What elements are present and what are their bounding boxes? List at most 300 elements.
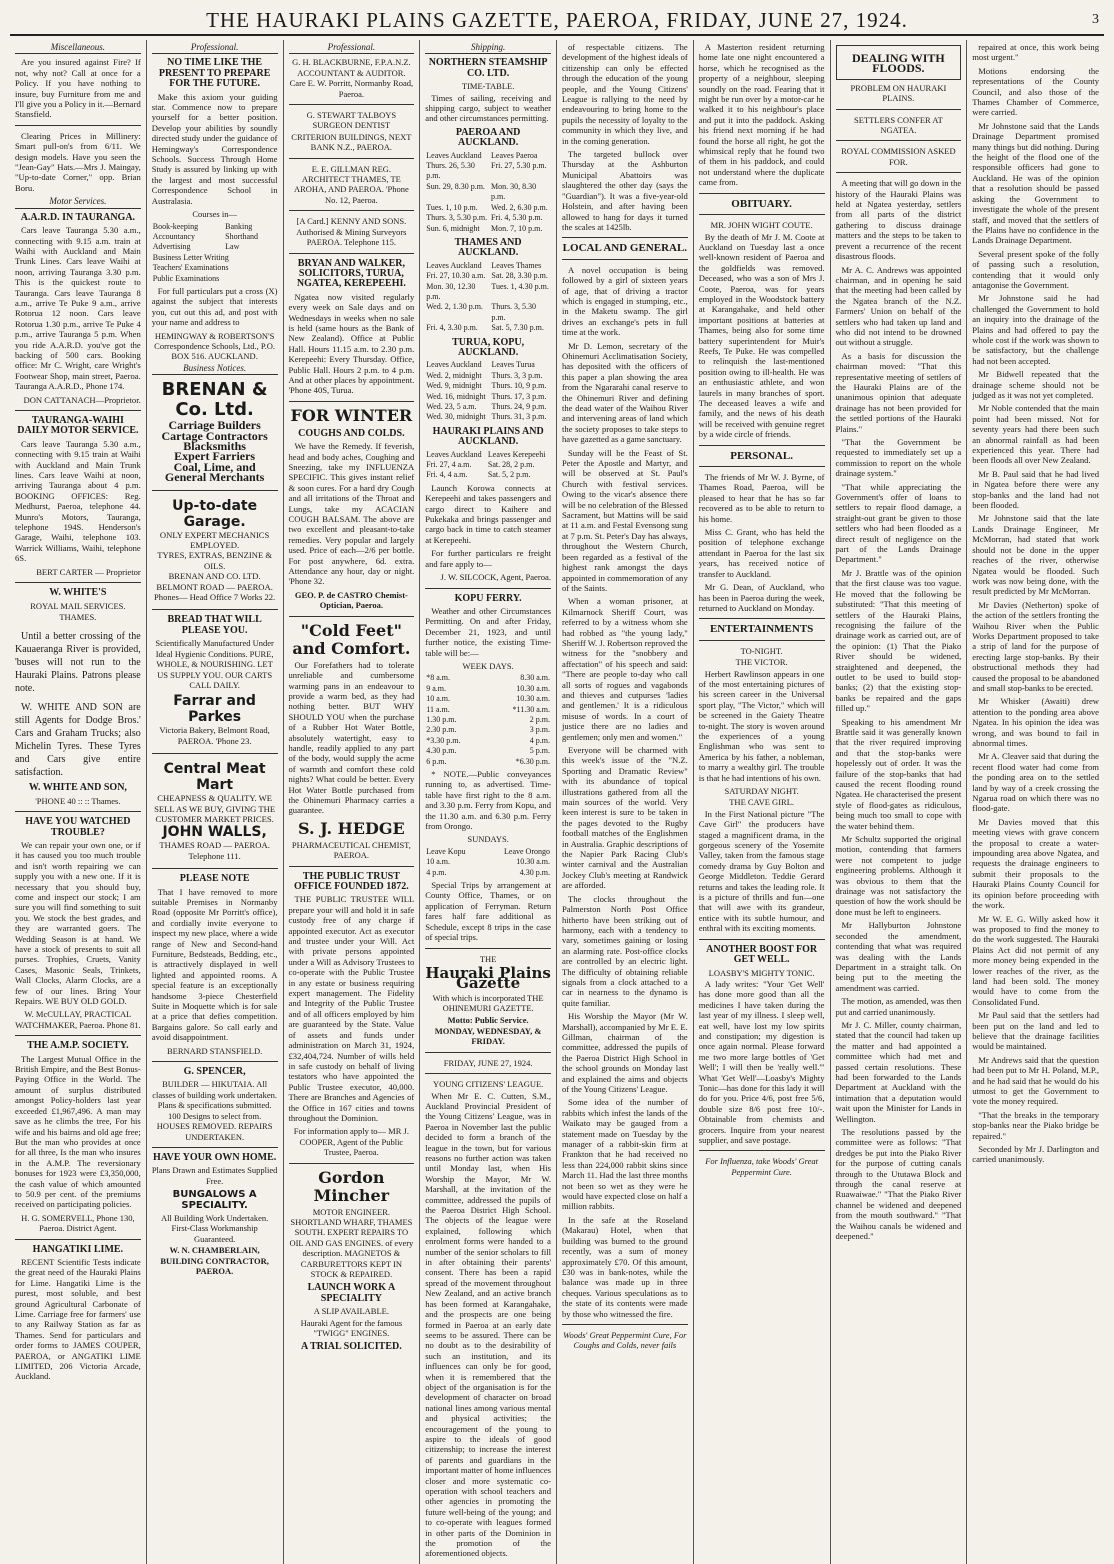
table-row: [425, 302, 551, 323]
divider: [152, 753, 278, 754]
column-8: [967, 40, 1104, 1564]
ad-heading: LAUNCH WORK A SPECIALITY: [307, 1282, 396, 1304]
table-row: [425, 746, 551, 756]
column-6: [694, 40, 831, 1564]
table-header: Leaves Kerepeehi: [487, 449, 546, 459]
article-body: A lady writes: "Your 'Get Well' has done more good than all the medicines I have taken during the last year of my illness. I sleep well, eat well, have lost my low spirits and constipation; my digestion is once again normal. Please forward me two more large bottles of 'Get Well'; I will then be 'really well.'" What 'Get Well'—Loasby's Mighty Tonic—has done for this lady it will do for you. Price 4/6, post free 5/6, double size 8/6 post free 10/-. Obtainable from chemists and grocers. Inquire from your nearest supplier, and save postage.: [698, 978, 825, 1145]
table-header: Leaves Paeroa: [491, 150, 538, 160]
ad-line: General Merchants: [164, 470, 265, 485]
ad-line: Victoria Bakery, Belmont Road, PAEROA. 'Phone 23.: [159, 725, 270, 746]
column-7: [831, 40, 968, 1564]
table-row: [425, 392, 551, 402]
ad-body: Launch Korowa connects at Kerepeehi and takes passengers and cargo direct to Kaihere and Pukekaka and brings passenger and cargo back in time to catch steamer at Kerepeehi.: [425, 482, 551, 545]
courses-label: Courses in—: [192, 209, 237, 220]
ad-body: Our Forefathers had to tolerate unreliable and cumbersome warming pans in an endeavour to provide a warm bed, as they had nothing better. BUT WHY SHOULD YOU when the purchase of a Rubber Hot Water Bottle, absolutely watertight, easy to handle, readily applied to any part of the body, would supply the acme of warmth and comfort these cold nights? What could be better. Every Hot Water Bottle purchased from the Ohinemuri Pharmacy carries a guarantee.: [288, 659, 415, 816]
table-row: [425, 213, 551, 223]
ad-line: CHEAPNESS & QUALITY. WE SELL AS WE BUY, GIVING THE CUSTOMER MARKET PRICES.: [154, 793, 276, 824]
table-row: [425, 673, 551, 683]
ad-line: Expert Farriers: [174, 449, 256, 464]
ad-line: Coal, Lime, and: [173, 459, 256, 474]
article-heading: ENTERTAINMENTS: [709, 623, 814, 636]
article-body: Miss C. Grant, who has held the position of telephone exchange attendant in Paeroa for the last six years, has received notice of transfer to Auckland.: [698, 527, 825, 579]
article-body: Mr G. Dean, of Auckland, who has been in Paeroa during the week, returned to Auckland on Monday.: [698, 582, 825, 613]
table-row: [425, 684, 551, 694]
article-body: A meeting that will go down in the history of the Hauraki Plains was held at Ngatea yesterday, settlers from all parts of the district gathering to discuss drainage matters and the steps to be taken to prevent a recurrence of the recent disastrous floods.: [835, 178, 962, 262]
section-heading: Business Notices.: [152, 363, 278, 375]
newspaper-masthead: [10, 6, 1104, 36]
gazette-motto: Motto: Public Service.: [447, 1014, 529, 1025]
advert-line: For Influenza, take Woods' Great Peppermint Cure.: [705, 1156, 819, 1177]
article-body: Mr Bidwell repeated that the drainage scheme should not be judged as it was not yet completed.: [972, 369, 1099, 400]
article-body: In the safe at the Roseland (Makarau) Hotel, when that building was burned to the ground recently, was a sum of money approximately £70. Of this amount, £30 was in bank-notes, while the balance was made up in three cheques. Various speculations as to the state of its contents were made by those who witnessed the fire.: [562, 1214, 688, 1319]
table-cell: *3.30 p.m.: [426, 735, 461, 745]
ad-line: ONLY EXPERT MECHANICS EMPLOYED.: [159, 529, 270, 551]
ad-brand: Up-to-date Garage.: [172, 497, 258, 530]
divider: [562, 259, 688, 260]
table-cell: Leave Orongo: [504, 846, 550, 856]
table-cell: 2.30 p.m.: [426, 725, 457, 735]
table-cell: Fri. 4, 3.30 p.m.: [426, 323, 478, 333]
table-cell: Fri. 27, 4 a.m.: [426, 460, 472, 470]
article-body: Speaking to his amendment Mr Brattle said it was generally known that the river required improving and that the stop-banks were hopelessly out of order. It was the failure of the stop-banks that had caused the recent flooding round Ngatea. He characterised the present style of flood-gates as ridiculous, being much too small to cope with the water behind them.: [835, 716, 962, 831]
article-body: The targeted bullock over Thursday at the Ashburton Municipal Abattoirs was slaughtered the other day (says the "Guardian"). It was a five-year-old Holstein, and after having been allowed to hang for days it turned the scales at 1425lb.: [562, 149, 688, 232]
ad-body: Cars leave Tauranga 5.30 a.m., connecting with 9.15 a.m. train at Waihi with Auckland and Main Trunk Lines. Cars leave Waihi at noon, arriving Tauranga 3.30 p.m. This is the quickest route to Tauranga. Cars leave Tauranga 8 a.m., arrive Te Puke 9 a.m., arrive Rotorua 12 noon. Cars leave Rotorua 1.30 p.m., arrive Te Puke 4 p.m., arrive Tauranga 5 p.m. When you ride A.A.R.D. you've got the backing of 500 cars. Booking office: Mr C. Wright, care Wright's Footwear Shop, main street, Paeroa. Tauranga A.A.R.D., Phone 174.: [15, 225, 141, 392]
table-cell: Mon. 30, 12.30 p.m.: [426, 281, 476, 301]
ad-subheading: COUGHS AND COLDS.: [298, 427, 405, 439]
page-number: 3: [1092, 12, 1100, 27]
article-subheading: SATURDAY NIGHT.: [724, 786, 799, 796]
table-row: [425, 705, 551, 715]
ad-heading: G. SPENCER,: [183, 1066, 246, 1078]
table-cell: *8 a.m.: [426, 673, 451, 683]
article-heading: ANOTHER BOOST FOR GET WELL.: [706, 943, 818, 966]
table-cell: 2 p.m.: [529, 714, 550, 724]
article-body: Mr A. Cleaver said that during the recent flood water had come from the ponding area on to the settled land by way of a creek crossing the Ngarua road on which there was no flood-gate.: [972, 751, 1099, 814]
divider: [289, 1163, 415, 1164]
ad-signature: BERNARD STANSFIELD.: [167, 1045, 263, 1056]
ad-heading: W. WHITE AND SON,: [28, 782, 127, 794]
table-cell: 10.30 a.m.: [516, 683, 550, 693]
ad-subheading: SUNDAYS.: [467, 834, 509, 845]
article-body: The motion, as amended, was then put and carried unanimously.: [835, 996, 962, 1017]
article-body: Some idea of the number of rabbits which infest the lands of the Waikato may be gauged from a statement made on Tuesday by the manager of a rabbit-skin firm at Frankton that he had received no less than 224,000 rabbit skins since March 11. Had the last three months not been so wet as they were he would have expected close on half a million rabbits.: [562, 1097, 688, 1212]
article-body: Mr Davies moved that this meeting views with grave concern the proposal to create a water-impounding area above Ngatea, and requests the drainage engineers to submit their proposals to the Hauraki Plains County Council for its opinion before proceeding with the work.: [972, 816, 1099, 911]
article-body: "That while appreciating the Government's offer of loans to settlers to repair flood damage, a straight-out grant be given to those settlers who had been flooded as a direct result of negligence on the part of the Lands Drainage Department.": [835, 481, 962, 565]
table-cell: Sat. 5, 7.30 p.m.: [491, 323, 544, 333]
divider: [425, 1052, 551, 1053]
table-cell: Leave Kopu: [426, 846, 466, 856]
ad-body: For full particulars put a cross (X) against the subject that interests you, cut out this ad, and post with your name and address to: [151, 285, 278, 328]
divider: [562, 1324, 688, 1325]
article-body: The friends of Mr W. J. Byrne, of Thames Road, Paeroa, will be pleased to hear that he has so far recovered as to be able to return to his home.: [698, 472, 825, 524]
article-subheading: MR. JOHN WIGHT COUTE.: [710, 220, 813, 231]
ad-subheading: WEEK DAYS.: [462, 660, 514, 671]
divider: [152, 868, 278, 869]
ad-body: Until a better crossing of the Kauaeranga River is provided, 'buses will not run to the Hauraki Plains. Patrons please note.: [15, 631, 141, 695]
table-cell: *11.30 a.m.: [512, 704, 550, 714]
ad-body: Make this axiom your guiding star. Commence now to prepare yourself for a better position. Develop your abilities by soundly directed study under the guidance of Hemingway's Correspondence Schools. Success Through Home Study is assured by linking up with the largest and most successful Correspondence School in Australasia.: [151, 91, 278, 206]
ad-body: MOTOR ENGINEER. SHORTLAND WHARF, THAMES SOUTH. EXPERT REPAIRS TO OIL AND GAS ENGINES. of every description. MAGNETOS & CARBURETTORS KEPT IN STOCK & REPAIRED.: [289, 1206, 414, 1279]
ad-body: Scientifically Manufactured Under Ideal Hygienic Conditions. PURE, WHOLE, & NOURISHING. LET US SUPPLY YOU. OUR CARTS CALL DAILY.: [155, 638, 274, 690]
course-item: Law: [225, 242, 240, 252]
ad-body: THE PUBLIC TRUSTEE WILL prepare your will and hold it in safe custody free of any charge if appointed executor. Act as executor and trustee under your Will. Act with private persons appointed under a Will as Advisory Trustees to co-operate with the Public Trustee in any estate or business requiring expert management. The Fidelity and Integrity of the Public Trustee and of all officers employed by him are guaranteed by the State. Value of assets and funds under administration on March 31, 1924, £32,404,724. Number of wills held in safe custody on behalf of living testators who have appointed the Public Trustee executor, 40,000. There are Branches and Agencies of the Office in 167 cities and towns throughout the Dominion.: [288, 894, 415, 1123]
table-cell: 4 p.m.: [426, 867, 447, 877]
gazette-the: THE: [479, 953, 497, 964]
article-body: Seconded by Mr J. Darlington and carried unanimously.: [972, 1144, 1099, 1165]
article-body: The resolutions passed by the committee were as follows: "That dredges be put into the Piako River for the purpose of cutting canals through to the Ututawa Block and through the canal reserve at Ruawaiwae." "That the Piako River channel be widened and deepened from the mouth southward." "That the Waihou canals be widened and deepened.": [835, 1127, 962, 1242]
article-body: Mr Johnstone said that the Lands Drainage Department promised many things but did nothing. During the height of the flood one of the responsible officers had gone to Auckland. He was of the opinion that a resolution should be passed asking the Government to investigate the whole of the present staff, and moved that the settlers of the Plains have no confidence in the Lands Drainage Department.: [972, 120, 1099, 246]
table-cell: Thurs. 3, 3 p.m.: [491, 370, 543, 380]
ad-line: THAMES ROAD — PAEROA. Telephone 111.: [159, 840, 270, 861]
ad-body: Times of sailing, receiving and shipping cargo, subject to weather and other circumstances permitting.: [425, 92, 551, 124]
timetable: [425, 261, 551, 334]
table-row: [425, 282, 551, 303]
ad-heading: PLEASE NOTE: [179, 873, 250, 885]
divider: [699, 939, 825, 940]
section-heading: Professional.: [152, 42, 278, 54]
article-body: As a basis for discussion the chairman moved: "That this representative meeting of settlers of the Hauraki Plains are of the unanimous opinion that adequate drainage has not been provided for the settled portions of the Hauraki Plains.": [835, 350, 962, 434]
table-cell: 4.30 p.m.: [519, 867, 550, 877]
table-row: [425, 868, 551, 878]
table-cell: 3 p.m.: [529, 725, 550, 735]
ad-line: TYRES, EXTRAS, BENZINE & OILS.: [157, 550, 273, 571]
timetable-heading: THAMES AND AUCKLAND.: [454, 236, 522, 259]
ad-heading: Gordon Mincher: [313, 1167, 390, 1205]
table-cell: 6 p.m.: [426, 756, 447, 766]
divider: [289, 866, 415, 867]
insurance-notice: Are you insured against Fire? If not, why not? Call at once for a Policy. If you have nothing to insure, buy Furniture from me and I'll give you a Policy in it.—Bernard Stansfield.: [15, 57, 141, 120]
gazette-subtitle: With which is incorporated THE OHINEMURI GAZETTE.: [432, 992, 544, 1014]
table-cell: 5 p.m.: [529, 746, 550, 756]
divider: [289, 401, 415, 402]
divider: [289, 158, 415, 159]
ad-line: Cartage Contractors: [161, 428, 268, 443]
farrar-ad: [152, 691, 278, 748]
ad-heading: HAVE YOUR OWN HOME.: [152, 1151, 277, 1163]
article-body: Mr A. C. Andrews was appointed chairman, and in opening he said that the meeting had been called by the Ngatea branch of the N.Z. Farmers' Union on behalf of the settlers who had taken up land and who did not intend to be drowned out without a struggle.: [835, 264, 962, 348]
table-header: Leaves Auckland: [426, 150, 482, 160]
ad-signature: DON CATTANACH—Proprietor.: [23, 394, 141, 405]
table-cell: Thurs. 24, 9 p.m.: [491, 402, 547, 411]
advert-line: Woods' Great Peppermint Cure, For Coughs and Colds, never fails: [563, 1329, 687, 1351]
table-cell: Wed. 16, midnight: [426, 391, 486, 401]
ad-body: W. WHITE AND SON are still Agents for Dodge Bros.' Cars and Graham Trucks; also Michelin Tyres. These Tyres and Cars give entire satisfaction.: [15, 702, 141, 779]
course-item: Business Letter Writing: [152, 252, 229, 262]
table-cell: 4.30 p.m.: [426, 746, 457, 756]
table-cell: 9 a.m.: [426, 683, 447, 693]
article-heading: YOUNG CITIZENS' LEAGUE.: [432, 1079, 544, 1090]
divider: [699, 214, 825, 215]
ad-brand: JOHN WALLS,: [162, 824, 267, 841]
table-cell: Tues. 1, 10 p.m.: [426, 202, 478, 212]
course-item: Teachers' Examinations: [152, 263, 229, 273]
timetable: [425, 450, 551, 481]
gazette-date: FRIDAY, JUNE 27, 1924.: [443, 1057, 533, 1068]
column-1: [10, 40, 147, 1564]
article-body: repaired at once, this work being most urgent.": [972, 42, 1099, 63]
ad-heading: A.A.R.D. IN TAURANGA.: [20, 211, 136, 223]
article-body: Mr B. Paul said that he had lived in Ngatea before there were any stop-banks and the land had not been flooded.: [972, 468, 1099, 511]
table-cell: 11 a.m.: [426, 704, 450, 714]
ad-line: Blacksmiths: [183, 439, 246, 453]
divider: [289, 253, 415, 254]
ad-heading: TAURANGA-WAIHI DAILY MOTOR SERVICE.: [17, 415, 139, 437]
table-row: [425, 470, 551, 480]
article-body: Mr Paul said that the settlers had been put on the land and led to believe that the drainage facilities would be maintained.: [972, 1010, 1099, 1052]
divider: [15, 1239, 141, 1240]
column-4: [420, 40, 557, 1564]
table-cell: Tues. 1, 4.30 p.m.: [491, 281, 549, 291]
table-header: Leaves Auckland: [426, 260, 482, 270]
article-body: Motions endorsing the representations of the County Council, and also those of the Thames Chamber of Commerce, were carried.: [972, 65, 1099, 118]
divider: [15, 125, 141, 126]
article-body: Mr Johnstone said that the late Lands Drainage Engineer, Mr McMorran, had stated that work should not be done in the upper reaches of the river, otherwise Ngatea would be flooded. Such work was now being done, with the result predicted by Mr McMorran.: [972, 513, 1099, 597]
table-row: [425, 694, 551, 704]
ad-body: We have the Remedy. If feverish, head and body aches, Coughing and Sneezing, take my INFLUENZA SPECIFIC. This gives instant relief & soon cures. For a hard dry Cough and all irritations of the Throat and Lungs, take my ACACIAN COUGH BALSAM. The above are two excellent and pleasant-to-take remedies. Very popular and largely used. Price of each—2/6 per bottle. For post anywhere, 6d. extra. Attendance any hour, day or night. 'Phone 32.: [288, 441, 415, 587]
table-row: [425, 161, 551, 182]
professional-card: G. H. BLACKBURNE, F.P.A.N.Z. ACCOUNTANT & AUDITOR. Care E. W. Porritt, Normanby Road, Paeroa.: [289, 57, 414, 99]
ad-body: All Building Work Undertaken. First-Class Workmanship Guaranteed.: [160, 1212, 269, 1244]
table-row: [425, 381, 551, 391]
ad-subheading: A SLIP AVAILABLE.: [313, 1306, 389, 1317]
article-body: Mr Johnstone said he had challenged the Government to hold an inquiry into the drainage of the Plains and had offered to pay the whole cost if the work was shown to be satisfactory, but the challenge had not been accepted.: [972, 293, 1099, 366]
table-cell: Fri. 4, 4 a.m.: [426, 470, 468, 480]
professional-card: CRITERION BUILDINGS, NEXT BANK N.Z., PAEROA.: [291, 131, 412, 153]
ad-subheading: PHARMACEUTICAL CHEMIST, PAEROA.: [291, 839, 411, 861]
courses-table: [152, 222, 278, 284]
article-body: Mr Schultz supported the original motion, contending that farmers were not competent to judge engineering problems. Although it was obvious to them that the drainage was not satisfactory the question of how the work should be done must be left to engineers.: [835, 834, 962, 917]
article-heading: PERSONAL.: [730, 449, 793, 462]
article-heading: OBITUARY.: [731, 197, 792, 210]
table-row: [425, 757, 551, 767]
ad-heading: "Cold Feet" and Comfort.: [292, 620, 411, 658]
table-cell: Sun. 29, 8.30 p.m.: [426, 181, 485, 191]
table-header: Leaves Thames: [491, 260, 542, 270]
gazette-nameplate: Hauraki Plains Gazette: [425, 963, 551, 993]
divider: [699, 445, 825, 446]
divider: [425, 948, 551, 949]
article-body: Mr W. E. G. Willy asked how it was proposed to find the money to do the work suggested. The Hauraki Plains Act did not permit of any more money being expended in the lower reaches of the river, as the land had been sold. The money would have to come from the Consolidated Fund.: [972, 913, 1099, 1007]
table-row: [425, 715, 551, 725]
course-item: Shorthand: [225, 231, 259, 241]
table-header: Leaves Turua: [491, 360, 535, 370]
article-body: Mr J. Brattle was of the opinion that the first clause was too vague. He moved that the following be substituted: "That this meeting of settlers of the Hauraki Plains, recognising the failure of the drainage work as carried out, are of the opinion: (1) That the Piako River should be widened, straightened and deepened, the outlet to be used to build stop-banks; (2) that the existing stop-banks be repaired and the gaps filled up.": [835, 567, 962, 714]
newspaper-columns: [10, 40, 1104, 1559]
ad-subheading: THAMES.: [59, 611, 97, 622]
article-subheading: THE CAVE GIRL.: [729, 797, 795, 808]
article-subheading: ROYAL COMMISSION ASKED FOR.: [841, 146, 956, 167]
course-item: Accountancy: [152, 231, 195, 241]
ad-heading: NO TIME LIKE THE PRESENT TO PREPARE FOR THE FUTURE.: [158, 57, 271, 90]
ad-body: Plans Drawn and Estimates Supplied Free.: [151, 1165, 278, 1186]
table-cell: Sun. 6, midnight: [426, 223, 480, 233]
ad-heading: W. WHITE'S: [49, 587, 107, 599]
article-body: Several present spoke of the folly of passing such a resolution, contending that it would only antagonise the Government.: [972, 248, 1099, 290]
table-cell: 1.30 p.m.: [426, 714, 457, 724]
table-row: [425, 736, 551, 746]
divider: [15, 582, 141, 583]
ad-heading: THE PUBLIC TRUST OFFICE FOUNDED 1872.: [294, 870, 409, 892]
table-cell: Sat. 28, 3.30 p.m.: [491, 271, 548, 281]
ad-heading: KOPU FERRY.: [454, 592, 522, 604]
divider: [289, 616, 415, 617]
table-row: [425, 725, 551, 735]
professional-card: G. STEWART TALBOYS SURGEON DENTIST: [306, 110, 397, 131]
table-cell: Fri. 27, 10.30 a.m.: [426, 271, 486, 281]
ad-heading: HAVE YOU WATCHED TROUBLE?: [25, 816, 131, 838]
ad-body: RECENT Scientific Tests indicate the great need of the Hauraki Plains for Lime. Hangatiki Lime is the purest, most soluble, and best ground Agricultural Carbonate of Lime. Carriage free for farmers' use to any Railway Station as far as Thames. Send for particulars and order forms to JAMES COUPER, PAEROA, or ANGATIKI LIME LIMITED, 206 Victoria Arcade, Auckland.: [15, 1256, 141, 1382]
table-cell: Wed. 2, 6.30 p.m.: [491, 202, 548, 212]
table-cell: Thurs. 3, 5.30 p.m.: [426, 213, 488, 223]
column-3: [284, 40, 421, 1564]
article-subheading: LOASBY'S MIGHTY TONIC.: [708, 967, 815, 978]
divider: [699, 1150, 825, 1151]
timetable-heading: HAURAKI PLAINS AND AUCKLAND.: [432, 425, 544, 448]
table-cell: Wed. 30, midnight: [426, 412, 486, 422]
timetable: [425, 151, 551, 234]
section-heading: Miscellaneous.: [15, 42, 141, 54]
table-cell: Wed. 23, 5 a.m.: [426, 402, 477, 411]
divider: [289, 104, 415, 105]
ad-heading: BREAD THAT WILL PLEASE YOU.: [167, 614, 262, 636]
masthead-title: THE HAURAKI PLAINS GAZETTE, PAEROA, FRIDAY, JUNE 27, 1924.: [206, 8, 908, 32]
article-body: Herbert Rawlinson appears in one of the most entertaining pictures of his screen career in the Universal sport play, "The Victor," which will be screened in the Gaiety Theatre to-night. The story is woven around the experiences of a young Englishman who was sent to America by his father, a nobleman, to marry a wealthy girl. The trouble is that he had intentions of his own.: [698, 668, 825, 783]
table-cell: Thurs. 17, 3 p.m.: [491, 391, 547, 401]
divider: [289, 210, 415, 211]
ad-line: BRENAN AND CO. LTD. BELMONT ROAD — PAEROA. Phones— Head Office 7 Works 22.: [154, 571, 276, 603]
table-cell: Thurs. 26, 5.30 p.m.: [426, 161, 475, 181]
article-heading: LOCAL AND GENERAL.: [562, 242, 688, 255]
article-body: When a woman prisoner, at Kilmarnock Sheriff Court, was referred to by a witness whom she had robbed as "the young lady," Sheriff W. J. Robertson reproved the witness for the "snobbery and affectation" of his speech and said: "There are people to-day who call all sorts of rogues and vagabonds and thieves and cutpurses 'ladies and gentlemen.' It is a ridiculous misuse of words. In a court of justice there are no ladies and gentlemen; only men and women.": [562, 596, 688, 742]
section-heading: Professional.: [289, 42, 415, 54]
ad-body: The Largest Mutual Office in the British Empire, and the Best Bonus-Paying Office in the World. The amount of surplus distributed amongst Policy-holders last year exceeded £1,967,496. A man may save as he climbs the tree, For his wife and his bairns and old age free; But the man who provides at once for all three, Is the man who insures in the A.M.P. The reversionary bonuses for 1923 were £3,350,000, the cash value of which amounted to 50.9 per cent. of the premiums received on participating policies.: [15, 1053, 141, 1210]
millinery-notice: Clearing Prices in Millinery: Smart pull-on's from 6/11. We design models. Have you seen the "Jean-Gay" Hats.—Mrs J. Maingay, "Up-to-date Corner," opp. Brian Boru.: [15, 130, 141, 193]
article-body: Everyone will be charmed with this week's issue of the "N.Z. Sporting and Dramatic Review" with its abundance of topical illustrations gathered from all the main sources of the world. Very keen interest is sure to be taken in the pages devoted to the Rugby football matches of the Englishmen in Australia. Graphic descriptions of the Napier Park Racing Club's winter carnival and the Australian Jockey Club's meeting at Randwick are afforded.: [562, 745, 688, 891]
divider: [699, 618, 825, 619]
table-cell: Fri. 4, 5.30 p.m.: [491, 213, 543, 223]
article-subheading: PROBLEM ON HAURAKI PLAINS.: [850, 82, 947, 104]
article-body: A Masterton resident returning home late one night encountered a horse, which he recognised as the property of a neighbour, sleeping soundly on the road. Fearing that it might be run over by a motor-car he walked it to his neighbour's place and put it into the paddock. Asking his friend next morning if he had found the horse all right, he got the whimsical reply that he found two of them in his paddock, and could not understand where the duplicate came from.: [698, 42, 825, 188]
ad-brand: Central Meat Mart: [163, 761, 266, 794]
article-subheading: TO-NIGHT.: [740, 645, 783, 656]
table-row: [425, 323, 551, 333]
timetable: [425, 360, 551, 422]
table-row: [425, 402, 551, 412]
article-body: The clocks throughout the Palmerston North Post Office hitherto have been striking out of harmony, each with a tendency to vary, sometimes gaining or losing an alarming rate. Post-office clocks are controlled by an electric light. The difficulty of obtaining reliable signals from a clock attached to a car in nearness to the dynamo is quite familiar.: [562, 893, 688, 1008]
table-cell: 10.30 a.m.: [516, 694, 550, 704]
article-body: Mr D. Lemon, secretary of the Ohinemuri Acclimatisation Society, has deposited with the officers of this paper a plan showing the area from the Ngararahi canal reserve to the Ohinemuri River and defining the dead water of the Waihou River and intervening areas of land which the society proposes to take steps to have gazetted as a game sanctuary.: [562, 340, 688, 445]
article-body: His Worship the Mayor (Mr W. Marshall), accompanied by Mr E. E. Gillman, chairman of the committee, addressed the pupils of the Paeroa District High School in the school grounds on Monday last and explained the aims and objects of the Young Citizens' League.: [562, 1011, 688, 1094]
ad-brand: Farrar and Parkes: [173, 693, 256, 726]
ad-body: That I have removed to more suitable Premises in Normanby Road (opposite Mr Porritt's office), and cordially invite everyone to inspect my new place, where a wide range of New and Second-hand Furniture, Bedsteads, Bedding, etc., is attractively displayed in well lighted and appointed rooms. A special feature is an exceptionally handsome 3-piece Chesterfield Suite in Moquette which is for sale at a price that defies competition. Bargains galore. So call early and avoid disappointment.: [151, 886, 278, 1043]
table-cell: Thurs. 31, 3 p.m.: [491, 412, 547, 422]
section-heading: Motor Services.: [15, 196, 141, 208]
section-heading: Shipping.: [425, 42, 551, 54]
table-row: [425, 224, 551, 234]
divider: [152, 490, 278, 491]
ad-heading: BRYAN AND WALKER, SOLICITORS, TURUA, NGATEA, KEREPEEHI.: [296, 257, 406, 290]
divider: [562, 237, 688, 238]
article-body: When Mr E. C. Cutten, S.M., Auckland Provincial President of the Young Citizens' League, was in Paeroa in November last the public decided to form a branch of the league in the town, but for various reasons no further action was taken until Monday last, when His Worship the Mayor, Mr W. Marshall, at the invitation of the committee, addressed the pupils of the Paeroa District High School. The objects of the league were explained, following which enrolment forms were handed to a number of the senior scholars to fill in after obtaining their parents' consent. There has been a rapid spread of the movement throughout New Zealand, and an active branch has been formed at Karangahake, and the prospects are one being formed in Paeroa at an early date seems to be assured. There can be no doubt as to the desirability of such an institution, and its influences can only be for good, when it is remembered that the object of the organisation is for the development of character on broad national lines among various mental and physical activities; the encouragement of the young to aspire to the ideals of good citizenship; to increase the interest of parents and guardians in the important matter of home influences closer and more systematic co-operation with school teachers and other agencies in promoting the future well-being of the young; and to co-operate with leagues formed in other parts of the Dominion in the promotion of the aforementioned objects.: [425, 1090, 551, 1559]
table-cell: 10.30 a.m.: [516, 857, 550, 867]
article-heading: DEALING WITH FLOODS.: [851, 51, 945, 76]
table-cell: Wed. 2, midnight: [426, 370, 482, 380]
course-item: Book-keeping: [152, 221, 199, 231]
course-item: Advertising: [152, 242, 191, 252]
table-row: [425, 371, 551, 381]
divider: [15, 1035, 141, 1036]
article-body: Mr Noble contended that the main point had been missed. Not for seventy years had there been such an abnormal rainfall as had been experienced this year. There had been floods all over New Zealand.: [972, 403, 1099, 466]
table-header: Leaves Auckland: [426, 449, 482, 459]
meat-mart-ad: [152, 759, 278, 863]
table-header: Leaves Auckland: [426, 360, 482, 370]
article-subheading: SETTLERS CONFER AT NGATEA.: [853, 114, 943, 136]
ad-body: Hauraki Agent for the famous "TWIGG" ENGINES.: [300, 1317, 403, 1339]
ferry-timetable: [425, 847, 551, 878]
article-body: Sunday will be the Feast of St. Peter the Apostle and Martyr, and will be observed at St. Paul's Church with festival services. Owing to the vicar's absence there will be no celebration of the Blessed Sacrament, but Mattins will be said at 11 a.m. and Festal Evensong sung at 7 p.m. St. Peter's Day has always, throughout the Western Church, been regarded as a festival of the highest rank amongst the days appointed in commemoration of any of the Saints.: [562, 447, 688, 593]
ad-body: Weather and other Circumstances Permitting. On and after Friday, December 21, 1923, and until further notice, the existing Time-table will be:—: [425, 605, 551, 658]
ad-heading: S. J. HEDGE: [298, 818, 405, 838]
timetable-heading: PAEROA AND AUCKLAND.: [455, 126, 521, 149]
divider: [152, 609, 278, 610]
course-item: Banking: [225, 221, 253, 231]
ad-heading: NORTHERN STEAMSHIP CO. LTD.: [428, 57, 548, 79]
ad-subheading: 'PHONE 40 :: :: Thames.: [35, 795, 121, 806]
ad-line: Carriage Builders: [168, 418, 261, 433]
article-body: of respectable citizens. The development of the highest ideals of citizenship can only be effected through the education of the young people, and the Young Citizens' League is rallying to the need by endeavouring to bring home to the pupils the necessity of loyalty to the community in which they live, and in the coming generation.: [562, 42, 688, 146]
ferry-timetable: [425, 673, 551, 767]
ad-signature: BERT CARTER — Proprietor: [36, 566, 141, 577]
article-body: Mr Whisker (Awaiti) drew attention to the ponding area above Ngatea. In his opinion the idea was wrong, and was bound to fail in abnormal times.: [972, 696, 1099, 748]
professional-card: E. E. GILLMAN REG. ARCHITECT THAMES, TE AROHA, AND PAEROA. 'Phone No. 12, Paeroa.: [293, 163, 409, 205]
article-body: Mr J. C. Miller, county chairman, stated that the council had taken up the matter and had appointed a committee which had met and passed certain resolutions. These had been forwarded to the Lands Department at Auckland with the intimation that a deputation would wait upon the Minister for Lands in Wellington.: [835, 1019, 962, 1124]
divider: [425, 588, 551, 589]
column-5: [557, 40, 694, 1564]
ad-subheading: ROYAL MAIL SERVICES.: [30, 600, 126, 611]
table-cell: 4 p.m.: [529, 735, 550, 745]
divider: [699, 193, 825, 194]
table-cell: Fri. 27, 5.30 p.m.: [491, 161, 547, 171]
ad-heading: FOR WINTER: [290, 405, 413, 425]
table-row: [425, 271, 551, 281]
ad-heading: HANGATIKI LIME.: [32, 1243, 124, 1255]
brenan-ad: [152, 378, 278, 484]
ad-body: Cars leave Tauranga 5.30 a.m., connecting with 9.15 train at Waihi with Auckland and Main Trunk lines. Cars leave Waihi at noon, arriving Tauranga about 4 p.m. BOOKING OFFICES: Reg. Medhurst, Paeroa, telephone 44. Munro's Motors, Tauranga, telephone 194S. Henderson's Garage, Waihi, telephone 103. Warrick Williams, Waihi, telephone 6S.: [15, 438, 141, 564]
garage-ad: [152, 496, 278, 605]
table-cell: *6.30 p.m.: [515, 756, 550, 766]
ad-body: BUILDER — HIKUTAIA. All classes of building work undertaken. Plans & specifications submitted. 100 Designs to select from. HOUSES REMOVED. REPAIRS UNDERTAKEN.: [152, 1079, 278, 1142]
gazette-days: MONDAY, WEDNESDAY, & FRIDAY.: [434, 1025, 542, 1047]
divider: [836, 140, 962, 141]
divider: [15, 811, 141, 812]
table-cell: 8.30 a.m.: [520, 673, 550, 683]
ad-heading: THE A.M.P. SOCIETY.: [27, 1040, 129, 1052]
divider: [699, 466, 825, 467]
divider: [15, 410, 141, 411]
table-cell: Sat. 28, 2 p.m.: [487, 460, 535, 470]
ad-body: Special Trips by arrangement at County Office, Thames, or on application of Ferryman. Return fares half fare additional as Schedule, except 8 trips in the case of special trips.: [425, 880, 551, 943]
ad-body: We can repair your own one, or if it has caused you too much trouble and isn't worth repairing we can supply you with a new one. If it is necessary that you should buy, come and inspect our stock; I am sure you will find something to suit you. We stock the best grades, and they are warranted goers. The Wedding Season is at hand. We have a stock of presents to suit all purses. Trophies, Cruets, Vanity Cases, Masonic Seals, Trinkets, Wall Clocks, Alarm Clocks, are a few of our lines. Bring Your Repairs. WE BUY OLD GOLD.: [15, 839, 141, 1007]
table-cell: Wed. 2, 1.30 p.m.: [426, 302, 483, 312]
table-cell: Mon. 30, 8.30 p.m.: [491, 181, 537, 202]
ad-signature: J. W. SILCOCK, Agent, Paeroa.: [440, 572, 551, 583]
table-row: [425, 847, 551, 857]
ad-brand: BRENAN & Co. Ltd.: [161, 379, 268, 421]
article-body: "That the Government be requested to immediately set up a commission to report on the whole drainage system.": [835, 437, 962, 479]
ad-signature: For information apply to— MR J. COOPER, Agent of the Public Trustee, Paeroa.: [293, 1126, 409, 1158]
course-item: Public Examinations: [152, 273, 220, 283]
timetable-heading: TURUA, KOPU, AUCKLAND.: [452, 336, 525, 358]
